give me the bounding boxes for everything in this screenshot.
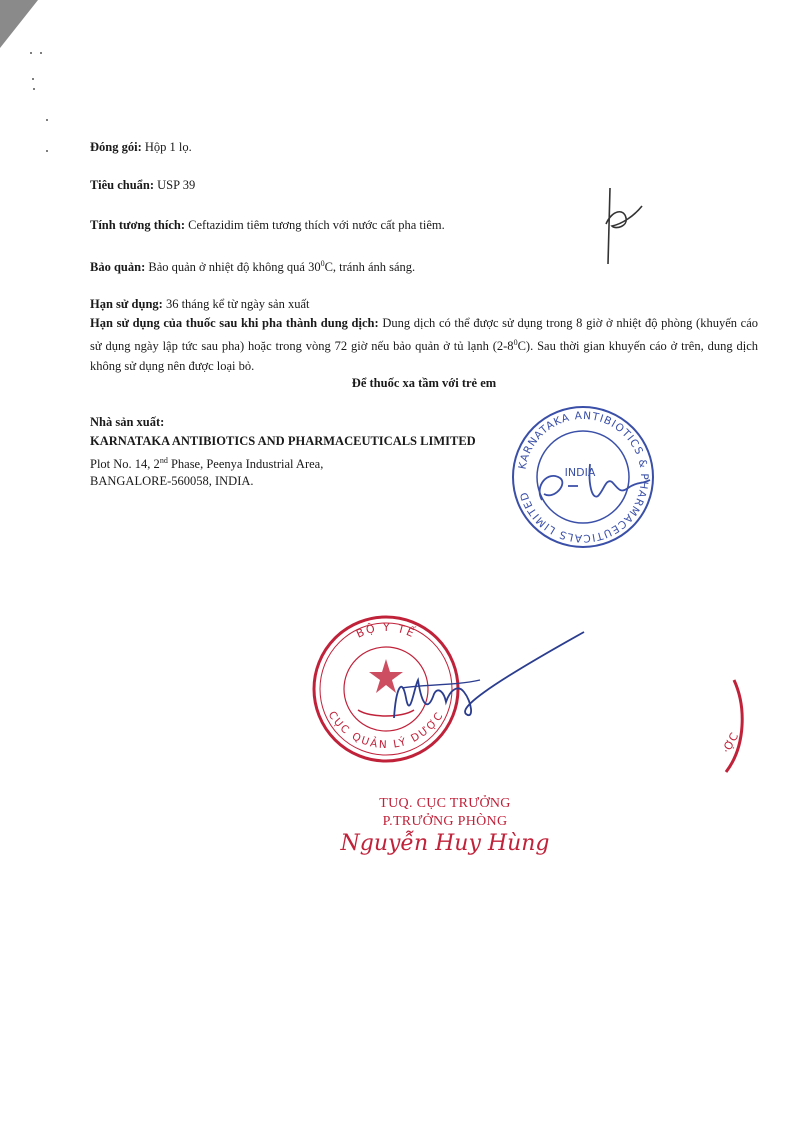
edge-stamp-text: ·ỢC (719, 730, 742, 756)
reconstituted-value-b: C). Sau thời gian khuyến cáo ở trên, dung dịch không sử dụng nên được loại bỏ. (90, 339, 758, 374)
signature-title-1: TUQ. CỤC TRƯỞNG (379, 796, 511, 811)
standard-value: USP 39 (157, 178, 196, 192)
packaging-line (90, 138, 192, 156)
ministry-stamp-top: BỘ Y TẾ (354, 620, 418, 641)
scan-corner-shadow (0, 0, 40, 50)
address-ordinal: nd (159, 456, 168, 465)
initial-signature-mark (598, 186, 648, 266)
manufacturer-company: KARNATAKA ANTIBIOTICS AND PHARMACEUTICALS LIMITED (90, 434, 476, 448)
packaging-label: Đóng gói: (90, 140, 142, 154)
edge-stamp-fragment (712, 676, 799, 776)
manufacturer-city: BANGALORE-560058, INDIA. (90, 474, 254, 488)
packaging-value: Hộp 1 lọ. (144, 140, 192, 154)
compatibility-label: Tính tương thích: (90, 218, 186, 232)
signer-name: Nguyễn Huy Hùng (340, 831, 550, 856)
signature-block (320, 795, 570, 857)
manufacturer-label: Nhà sản xuất: (90, 415, 165, 429)
child-warning: Để thuốc xa tầm với trẻ em (351, 376, 497, 390)
storage-value-a: Bảo quản ở nhiệt độ không quá 30 (148, 260, 321, 275)
storage-degree: 0 (320, 259, 325, 268)
reconstituted-label: Hạn sử dụng của thuốc sau khi pha thành dung dịch: (90, 316, 379, 330)
address-part-b: Phase, Peenya Industrial Area, (167, 457, 324, 472)
shelf-life-line (90, 295, 310, 313)
storage-label: Bảo quản: (90, 260, 146, 275)
standard-label: Tiêu chuẩn: (90, 178, 155, 192)
company-stamp-center: INDIA (564, 466, 596, 479)
storage-line (90, 255, 415, 276)
shelf-life-value: 36 tháng kể từ ngày sản xuất (165, 297, 310, 311)
shelf-life-label: Hạn sử dụng: (90, 297, 163, 311)
compatibility-line (90, 216, 445, 234)
reconstituted-shelf-life (90, 313, 758, 376)
standard-line (90, 176, 195, 194)
storage-value-b: C, tránh ánh sáng. (324, 260, 416, 275)
ministry-stamp-bottom: CỤC QUẢN LÝ DƯỢC (325, 709, 447, 752)
official-signature (384, 628, 594, 738)
address-part-a: Plot No. 14, 2 (90, 457, 160, 472)
signature-title-2: P.TRƯỞNG PHÒNG (382, 814, 508, 829)
reconstituted-degree: 0 (513, 338, 518, 347)
company-stamp-ring-text: KARNATAKA ANTIBIOTICS & PHARMACEUTICALS LIMITED (516, 409, 651, 545)
manufacturer-address (90, 452, 323, 473)
reconstituted-value-a: Dung dịch có thể được sử dụng trong 8 giờ ở nhiệt độ phòng (khuyến cáo sử dụng ngày lập tức sau pha) hoặc trong vòng 72 giờ nếu bảo quản ở tủ lạnh (2-8 (90, 316, 759, 354)
compatibility-value: Ceftazidim tiêm tương thích với nước cất pha tiêm. (188, 218, 445, 232)
company-stamp (508, 404, 658, 550)
